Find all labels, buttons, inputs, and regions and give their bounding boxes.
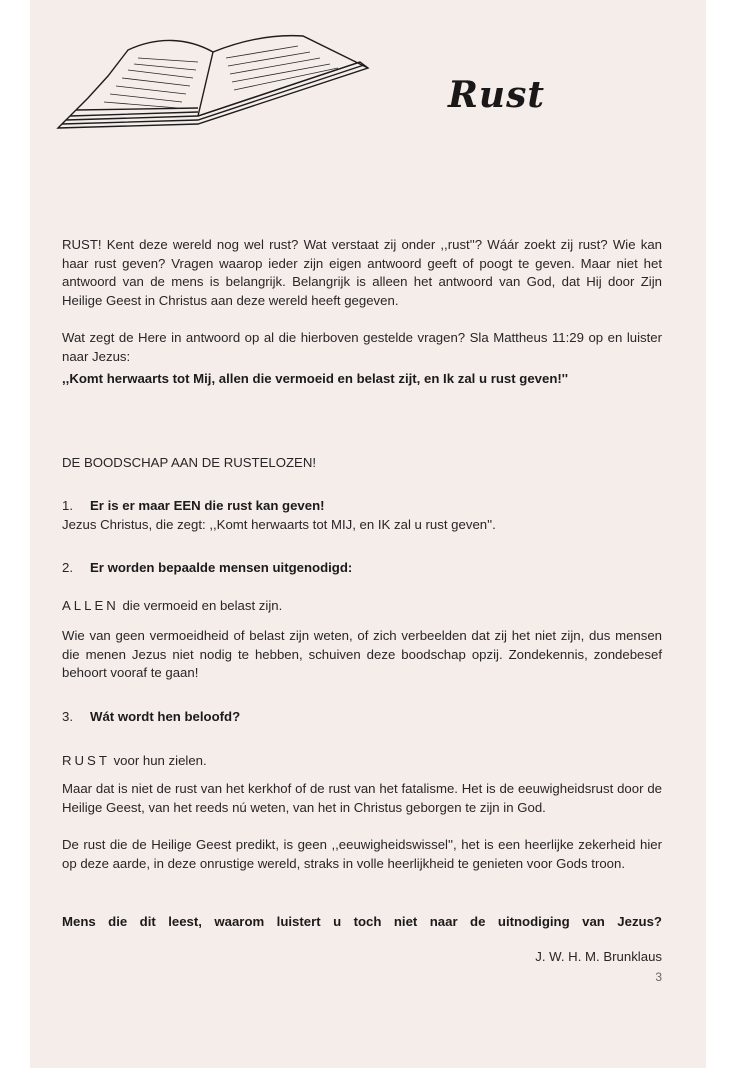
section-heading: DE BOODSCHAP AAN DE RUSTELOZEN! [62, 455, 317, 470]
point-2-lead [62, 597, 662, 616]
page-number: 3 [655, 970, 662, 984]
point-heading: Er worden bepaalde mensen uitgenodigd: [90, 560, 353, 575]
point-1-body: Jezus Christus, die zegt: ,,Komt herwaarts tot MIJ, en IK zal u rust geven''. [62, 517, 496, 532]
point-number: 1. [62, 498, 73, 513]
point-heading: Wát wordt hen beloofd? [90, 709, 241, 724]
point-3-lead [62, 752, 662, 771]
point-2-body: Wie van geen vermoeidheid of belast zijn weten, of zich verbeelden dat zij het niet zijn, dus mensen die menen Jezus niet nodig te hebben, schuiven deze boodschap opzij. Zondekennis, zondebesef behoort vooraf te gaan! [62, 628, 662, 681]
lead-word: ALLEN [62, 598, 119, 613]
author: J. W. H. M. Brunklaus [535, 949, 662, 964]
closing-question: Mens die dit leest, waarom luistert u toch niet naar de uitnodiging van Jezus? [62, 914, 662, 929]
point-heading: Er is er maar EEN die rust kan geven! [90, 498, 325, 513]
point-2-heading [62, 559, 662, 578]
open-book-illustration [48, 28, 378, 136]
point-3-body-2: De rust die de Heilige Geest predikt, is geen ,,eeuwigheidswissel'', het is een heerlijke zekerheid hier op deze aarde, in deze onrustige wereld, straks in volle heerlijkheid te genieten voor Gods troon. [62, 837, 662, 871]
point-3-heading [62, 708, 662, 727]
scripture-quote: ,,Komt herwaarts tot Mij, allen die vermoeid en belast zijt, en Ik zal u rust geven!'' [62, 371, 569, 386]
lead-word: RUST [62, 753, 110, 768]
intro-question: Wat zegt de Here in antwoord op al die hierboven gestelde vragen? Sla Mattheus 11:29 op en luister naar Jezus: [62, 330, 662, 364]
point-3-body: Maar dat is niet de rust van het kerkhof of de rust van het fatalisme. Het is de eeuwigheidsrust door de Heilige Geest, van het reeds nú weten, van het in Christus geborgen te zijn in God. [62, 781, 662, 815]
lead-rest: die vermoeid en belast zijn. [118, 598, 283, 613]
lead-rest: voor hun zielen. [109, 753, 207, 768]
point-number: 2. [62, 560, 73, 575]
intro-paragraph: RUST! Kent deze wereld nog wel rust? Wat verstaat zij onder ,,rust''? Wáár zoekt zij rust? Wie kan haar rust geven? Vragen waarop ieder zijn eigen antwoord geeft of poogt te geven. Maar niet het antwoord van de mens is belangrijk. Belangrijk is alleen het antwoord van God, dat Hij door Zijn Heilige Geest in Christus aan deze wereld heeft gegeven. [62, 237, 662, 308]
point-1-heading [62, 497, 662, 516]
page-title: Rust [448, 74, 545, 116]
point-number: 3. [62, 709, 73, 724]
